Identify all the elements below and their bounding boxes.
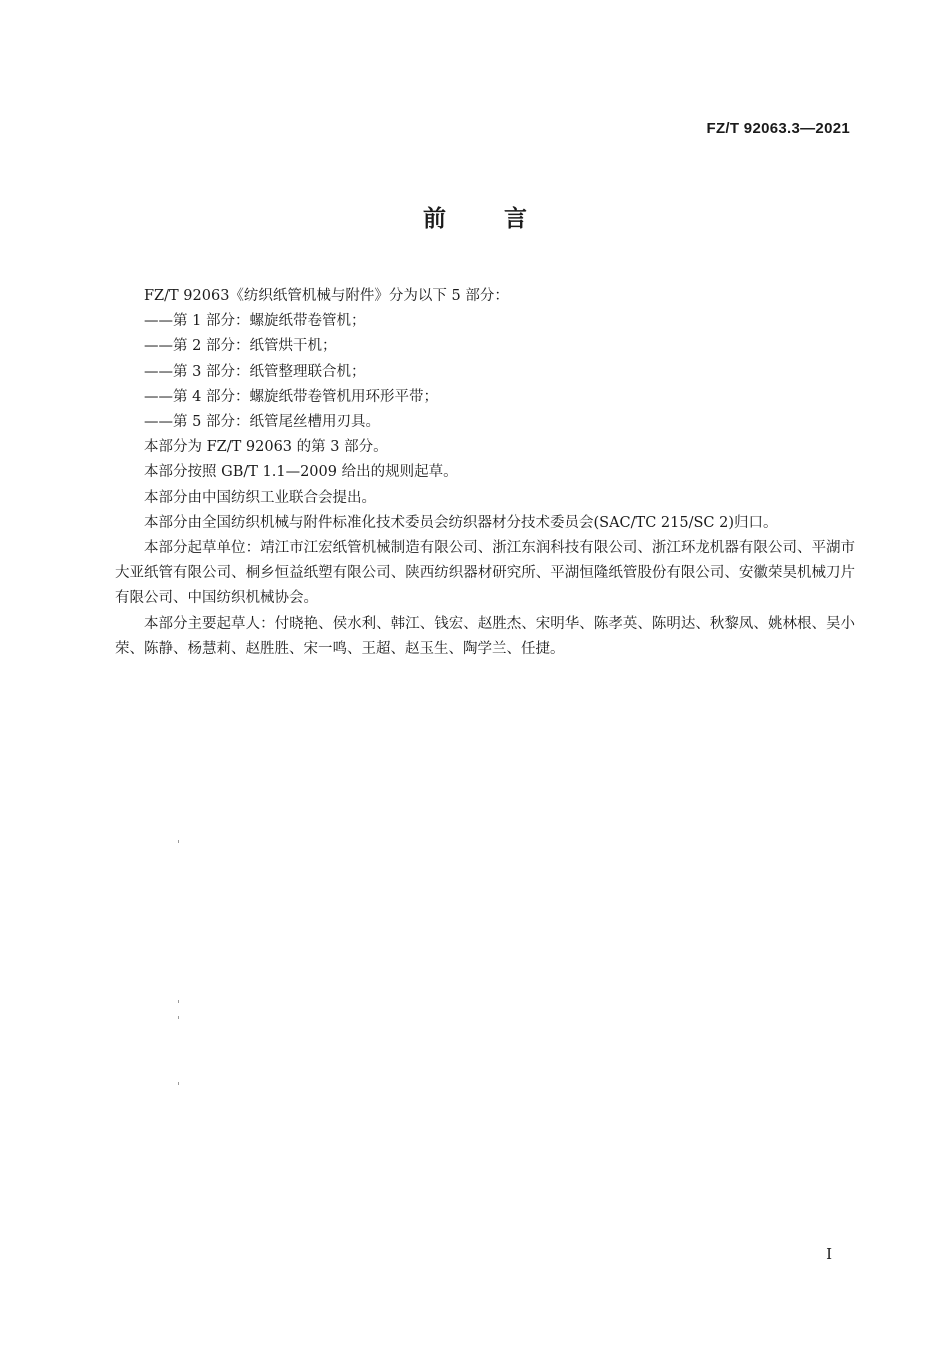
document-code: FZ/T 92063.3—2021 (706, 120, 850, 137)
part-list-item-2: ——第 2 部分：纸管烘干机； (144, 338, 337, 355)
part-list-item-5: ——第 5 部分：纸管尾丝槽用刃具。 (144, 414, 380, 431)
part-list-item-4: ——第 4 部分：螺旋纸带卷管机用环形平带； (144, 388, 438, 405)
scan-speck (178, 1082, 179, 1085)
part-list-item-3: ——第 3 部分：纸管整理联合机； (144, 363, 366, 380)
scan-speck (178, 1000, 179, 1003)
foreword-body (115, 284, 855, 662)
page-title: 前言 (423, 206, 585, 232)
drafting-units-paragraph: 本部分起草单位：靖江市江宏纸管机械制造有限公司、浙江东润科技有限公司、浙江环龙机器有限公司、平湖市大亚纸管有限公司、桐乡恒益纸塑有限公司、陕西纺织器材研究所、平湖恒隆纸管股份有限公司、安徽荣昊机械刀片有限公司、中国纺织机械协会。 (115, 540, 855, 607)
drafters-paragraph: 本部分主要起草人：付晓艳、侯水利、韩江、钱宏、赵胜杰、宋明华、陈孝英、陈明达、秋黎凤、姚林根、吴小荣、陈静、杨慧莉、赵胜胜、宋一鸣、王超、赵玉生、陶学兰、任捷。 (115, 615, 855, 657)
scan-speck (178, 1016, 179, 1019)
part-list-item-1: ——第 1 部分：螺旋纸带卷管机； (144, 313, 366, 330)
drafting-rules-paragraph: 本部分按照 GB/T 1.1—2009 给出的规则起草。 (144, 464, 458, 481)
scan-speck (178, 840, 179, 843)
centralized-by-paragraph: 本部分由全国纺织机械与附件标准化技术委员会纺织器材分技术委员会(SAC/TC 215/SC 2)归口。 (144, 514, 778, 531)
proposed-by-paragraph: 本部分由中国纺织工业联合会提出。 (144, 489, 376, 506)
intro-paragraph: FZ/T 92063《纺织纸管机械与附件》分为以下 5 部分： (144, 288, 509, 304)
this-part-paragraph: 本部分为 FZ/T 92063 的第 3 部分。 (144, 439, 388, 456)
page-number: I (826, 1245, 832, 1263)
